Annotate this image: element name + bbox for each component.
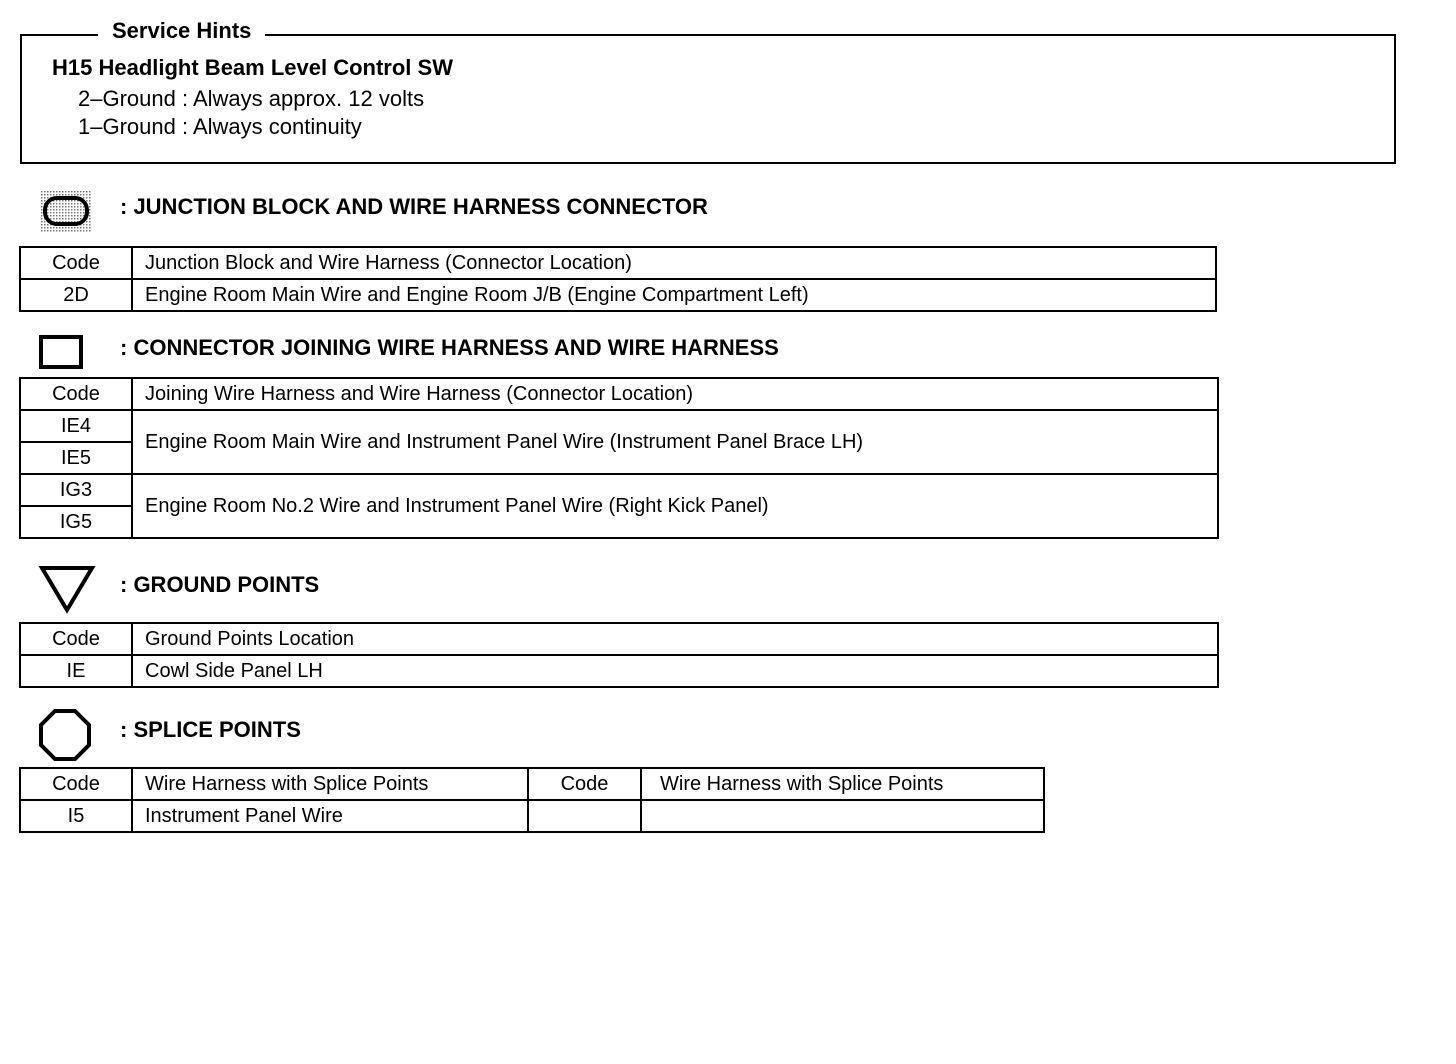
ground-section-heading: : GROUND POINTS [120, 572, 320, 597]
connector-section-heading: : CONNECTOR JOINING WIRE HARNESS AND WIRE HARNESS [120, 335, 779, 360]
table-header-cell: Code [20, 378, 132, 410]
table-row [20, 655, 1218, 687]
table-header-cell: Code [528, 768, 641, 800]
table-row [20, 474, 1218, 506]
code-cell: IG3 [20, 474, 132, 506]
table-header-row [20, 247, 1216, 279]
code-cell: IG5 [20, 506, 132, 538]
table-header-row [20, 378, 1218, 410]
table-header-cell: Wire Harness with Splice Points [132, 768, 528, 800]
location-cell: Engine Room Main Wire and Engine Room J/B (Engine Compartment Left) [132, 279, 1216, 311]
table-row [20, 410, 1218, 442]
code-cell: IE [20, 655, 132, 687]
connector-table [19, 377, 1219, 539]
location-cell: Engine Room Main Wire and Instrument Panel Wire (Instrument Panel Brace LH) [132, 410, 1218, 474]
splice-section-heading: : SPLICE POINTS [120, 717, 301, 742]
location-cell: Cowl Side Panel LH [132, 655, 1218, 687]
code-cell: IE5 [20, 442, 132, 474]
table-header-cell: Junction Block and Wire Harness (Connector Location) [132, 247, 1216, 279]
table-header-row [20, 623, 1218, 655]
service-hint-line: 2–Ground : Always approx. 12 volts [78, 86, 425, 111]
service-hints-title: H15 Headlight Beam Level Control SW [52, 55, 453, 80]
code-cell [528, 800, 641, 832]
junction-block-icon [38, 188, 94, 234]
table-header-cell: Wire Harness with Splice Points [641, 768, 1044, 800]
splice-table [19, 767, 1045, 833]
code-cell: I5 [20, 800, 132, 832]
junction-table [19, 246, 1217, 312]
table-header-cell: Code [20, 768, 132, 800]
ground-triangle-icon [38, 564, 96, 614]
ground-table [19, 622, 1219, 688]
table-header-row [20, 768, 1044, 800]
service-hints-legend: Service Hints [98, 18, 265, 44]
table-row [20, 279, 1216, 311]
table-header-cell: Code [20, 623, 132, 655]
table-row [20, 800, 1044, 832]
service-hint-line: 1–Ground : Always continuity [78, 114, 362, 139]
junction-section-heading: : JUNCTION BLOCK AND WIRE HARNESS CONNECTOR [120, 194, 708, 219]
code-cell: IE4 [20, 410, 132, 442]
location-cell [641, 800, 1044, 832]
location-cell: Engine Room No.2 Wire and Instrument Panel Wire (Right Kick Panel) [132, 474, 1218, 538]
connector-rectangle-icon [38, 334, 84, 370]
table-header-cell: Ground Points Location [132, 623, 1218, 655]
location-cell: Instrument Panel Wire [132, 800, 528, 832]
code-cell: 2D [20, 279, 132, 311]
table-header-cell: Joining Wire Harness and Wire Harness (Connector Location) [132, 378, 1218, 410]
table-header-cell: Code [20, 247, 132, 279]
splice-octagon-icon [38, 708, 92, 762]
